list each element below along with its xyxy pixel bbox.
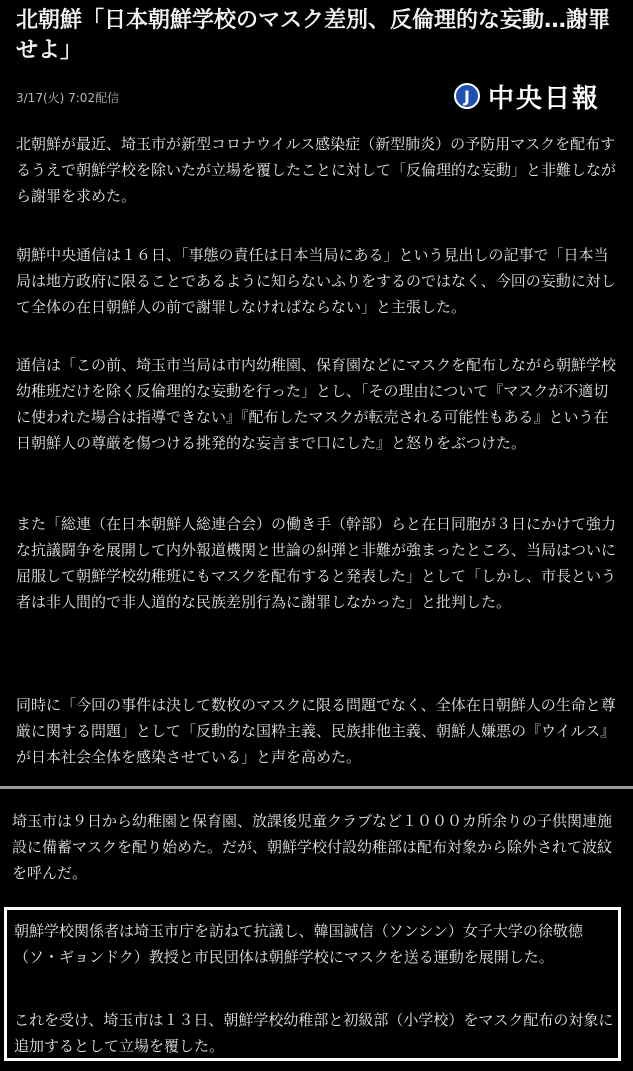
article-headline: 北朝鮮「日本朝鮮学校のマスク差別、反倫理的な妄動…謝罪せよ」 [16,8,611,63]
highlighted-paragraph: 朝鮮学校関係者は埼玉市庁を訪ねて抗議し、韓国誠信（ソンシン）女子大学の徐敬徳（ソ・ギョンドク）教授と市民団体は朝鮮学校にマスクを送る運動を展開した。 [14,922,583,966]
publisher-name: 中央日報 [488,83,601,114]
article-dateline: 3/17(火) 7:02配信 [16,91,120,105]
article-paragraph: 朝鮮中央通信は１６日、「事態の責任は日本当局にある」という見出しの記事で「日本当局は地方政府に限ることであるように知らないふりをするのではなく、今回の妄動に対して全体の在日朝鮮人の前で謝罪しなければならない」と主張した。 [16,246,616,316]
joongang-logo-icon: J [454,83,480,109]
publisher-brand[interactable] [454,78,600,114]
article-paragraph: また「総連（在日本朝鮮人総連合会）の働き手（幹部）らと在日同胞が３日にかけて強力な抗議闘争を展開して内外報道機関と世論の糾弾と非難が強まったところ、当局はついに屈服して朝鮮学校幼稚班にもマスクを配布すると発表した」として「しかし、市長という者は非人間的で非人道的な民族差別行為に謝罪しなかった」と批判した。 [16,515,617,611]
article-paragraph: 通信は「この前、埼玉市当局は市内幼稚園、保育園などにマスクを配布しながら朝鮮学校幼稚班だけを除く反倫理的な妄動を行った」とし、「その理由について『マスクが不適切に使われた場合は指導できない』『配布したマスクが転売される可能性もある』という在日朝鮮人の尊厳を傷つける挑発的な妄言まで口にした』と怒りをぶつけた。 [16,356,617,452]
section-divider [0,786,633,789]
article-paragraph-extra: 埼玉市は９日から幼稚園と保育園、放課後児童クラブなど１０００カ所余りの子供関連施設に備蓄マスクを配り始めた。だが、朝鮮学校付設幼稚部は配布対象から除外されて波紋を呼んだ。 [12,812,613,882]
article-paragraph: 北朝鮮が最近、埼玉市が新型コロナウイルス感染症（新型肺炎）の予防用マスクを配布するうえで朝鮮学校を除いたが立場を覆したことに対して「反倫理的な妄動」と非難しながら謝罪を求めた。 [16,135,617,205]
article-paragraph: 同時に「今回の事件は決して数枚のマスクに限る問題でなく、全体在日朝鮮人の生命と尊厳に関する問題」として「反動的な国粋主義、民族排他主義、朝鮮人嫌悪の『ウイルス』が日本社会全体を感染させている」と声を高めた。 [16,696,616,766]
highlighted-paragraph: これを受け、埼玉市は１３日、朝鮮学校幼稚部と初級部（小学校）をマスク配布の対象に追加するとして立場を覆した。 [14,1011,614,1055]
